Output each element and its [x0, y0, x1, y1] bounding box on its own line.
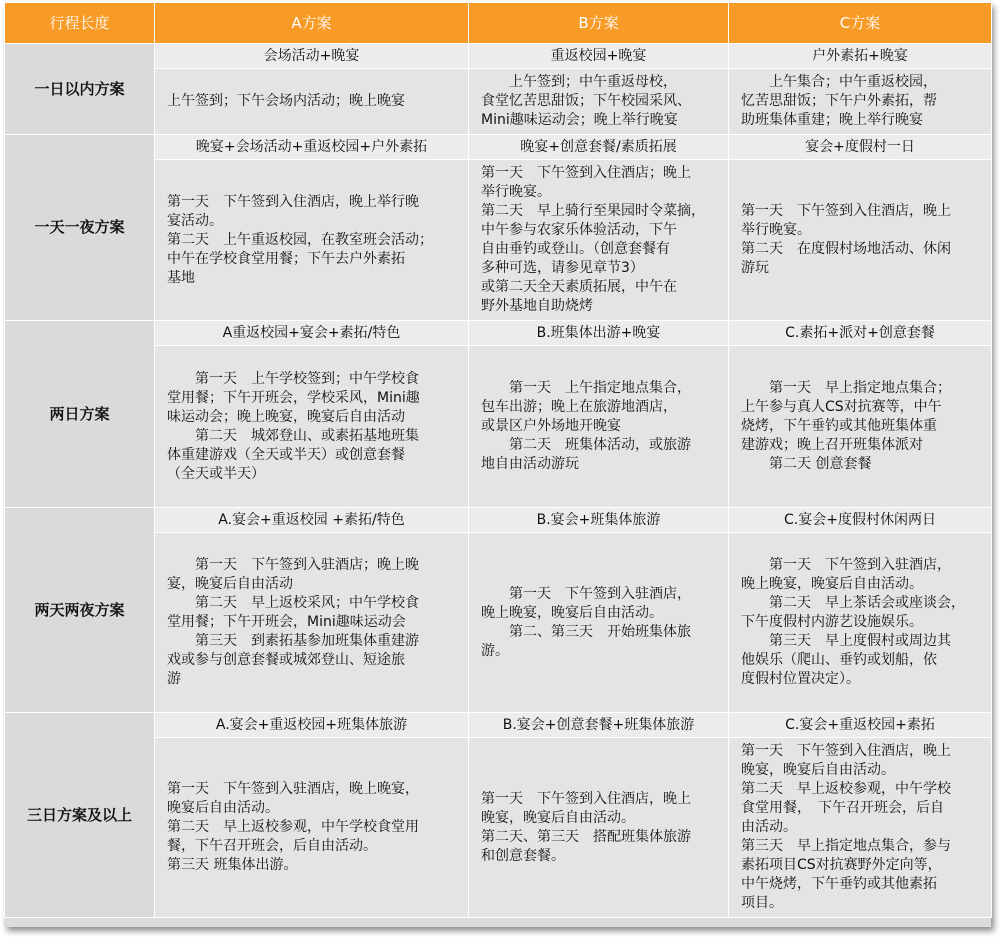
plan-details: 第一天 下午签到入驻酒店，晚上晚宴， 晚宴后自由活动。 第二天 早上返校参观，中午学校食堂用 餐，下午召开班会，后自由活动。 第三天 班集体出游。 [155, 738, 469, 918]
plan-title: 晚宴+创意套餐/素质拓展 [469, 135, 729, 160]
plan-details: 第一天 早上指定地点集合； 上午参与真人CS对抗赛等，中午 烧烤，下午垂钓或其他班集体重 建游戏；晚上召开班集体派对 第二天 创意套餐 [729, 346, 992, 508]
plan-details: 第一天 下午签到入驻酒店；晚上晚 宴，晚宴后自由活动 第二天 早上返校采风；中午学校食 堂用餐；下午开班会，Mini趣味运动会 第三天 到素拓基参加班集体重建游 戏或参与创意套餐或城郊登山、短途旅 游 [155, 533, 469, 713]
plan-details: 上午签到；中午重返母校， 食堂忆苦思甜饭；下午校园采风、 Mini趣味运动会；晚上举行晚宴 [469, 69, 729, 135]
plan-title: 重返校园+晚宴 [469, 44, 729, 69]
table-row [5, 44, 992, 69]
table-row [5, 508, 992, 533]
header-plan-a: A方案 [155, 3, 469, 44]
plan-title: 会场活动+晚宴 [155, 44, 469, 69]
row-label: 两天两夜方案 [5, 508, 155, 713]
itinerary-table [4, 2, 992, 918]
table-row [5, 135, 992, 160]
plan-details: 第一天 下午签到入住酒店；晚上 举行晚宴。 第二天 早上骑行至果园时令菜摘， 中午参与农家乐体验活动，下午 自由垂钓或登山。（创意套餐有 多种可选，请参见章节3） 或第二天全天素质拓展，中午在 野外基地自助烧烤 [469, 160, 729, 321]
plan-title: C.宴会+重返校园+素拓 [729, 713, 992, 738]
table-row [5, 321, 992, 346]
plan-title: 宴会+度假村一日 [729, 135, 992, 160]
header-row [5, 3, 992, 44]
plan-title: B.宴会+创意套餐+班集体旅游 [469, 713, 729, 738]
plan-details: 第一天 上午指定地点集合， 包车出游；晚上在旅游地酒店， 或景区户外场地开晚宴 第二天 班集体活动，或旅游 地自由活动游玩 [469, 346, 729, 508]
plan-details: 第一天 下午签到入住酒店，晚上 晚宴，晚宴后自由活动。 第二天 早上返校参观，中午学校 食堂用餐， 下午召开班会，后自 由活动。 第三天 早上指定地点集合，参与 素拓项目CS对抗赛野外定向等， 中午烧烤，下午垂钓或其他素拓 项目。 [729, 738, 992, 918]
plan-details: 第一天 下午签到入驻酒店， 晚上晚宴，晚宴后自由活动。 第二天 早上茶话会或座谈会， 下午度假村内游艺设施娱乐。 第三天 早上度假村或周边其 他娱乐（爬山、垂钓或划船，依 度假村位置决定）。 [729, 533, 992, 713]
header-plan-b: B方案 [469, 3, 729, 44]
plan-details: 第一天 下午签到入住酒店，晚上 晚宴，晚宴后自由活动。 第二天、第三天 搭配班集体旅游 和创意套餐。 [469, 738, 729, 918]
row-label: 三日方案及以上 [5, 713, 155, 918]
plan-title: A重返校园+宴会+素拓/特色 [155, 321, 469, 346]
plan-title: A.宴会+重返校园 +素拓/特色 [155, 508, 469, 533]
plan-details: 第一天 下午签到入驻酒店， 晚上晚宴，晚宴后自由活动。 第二、第三天 开始班集体旅 游。 [469, 533, 729, 713]
table-row [5, 713, 992, 738]
plan-title: B.班集体出游+晚宴 [469, 321, 729, 346]
plan-details: 第一天 下午签到入住酒店，晚上举行晚 宴活动。 第二天 上午重返校园，在教室班会活动； 中午在学校食堂用餐；下午去户外素拓 基地 [155, 160, 469, 321]
plan-details: 上午集合；中午重返校园， 忆苦思甜饭；下午户外素拓，帮 助班集体重建；晚上举行晚宴 [729, 69, 992, 135]
plan-title: B.宴会+班集体旅游 [469, 508, 729, 533]
plan-details: 第一天 上午学校签到；中午学校食 堂用餐；下午开班会，学校采风，Mini趣 味运动会；晚上晚宴，晚宴后自由活动 第二天 城郊登山、或素拓基地班集 体重建游戏（全天或半天）或创意套餐 （全天或半天） [155, 346, 469, 508]
header-length: 行程长度 [5, 3, 155, 44]
row-label: 两日方案 [5, 321, 155, 508]
plan-title: C.素拓+派对+创意套餐 [729, 321, 992, 346]
row-label: 一日以内方案 [5, 44, 155, 135]
plan-details: 上午签到；下午会场内活动；晚上晚宴 [155, 69, 469, 135]
plan-title: 晚宴+会场活动+重返校园+户外素拓 [155, 135, 469, 160]
plan-title: A.宴会+重返校园+班集体旅游 [155, 713, 469, 738]
row-label: 一天一夜方案 [5, 135, 155, 321]
plan-title: C.宴会+度假村休闲两日 [729, 508, 992, 533]
plan-title: 户外素拓+晚宴 [729, 44, 992, 69]
plan-details: 第一天 下午签到入住酒店，晚上 举行晚宴。 第二天 在度假村场地活动、休闲 游玩 [729, 160, 992, 321]
header-plan-c: C方案 [729, 3, 992, 44]
